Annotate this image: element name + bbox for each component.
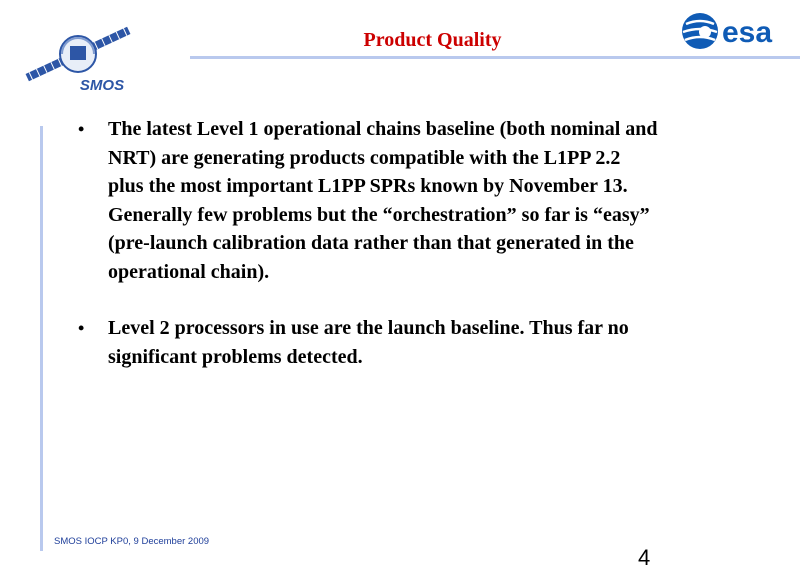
smos-logo — [18, 24, 138, 96]
bullet-item — [78, 314, 768, 371]
bullet-line: Level 2 processors in use are the launch baseline. Thus far no — [108, 317, 629, 339]
slide-title: Product Quality — [363, 29, 502, 51]
bullet-line: (pre-launch calibration data rather than that generated in the — [108, 232, 634, 254]
bullet-icon: • — [78, 119, 85, 139]
page-number: 4 — [638, 545, 651, 570]
bullet-line: Generally few problems but the “orchestration” so far is “easy” — [108, 203, 650, 226]
bullet-line: plus the most important L1PP SPRs known by November 13. — [108, 175, 628, 197]
bullet-icon: • — [78, 318, 85, 338]
bullet-line: significant problems detected. — [108, 345, 363, 368]
bullet-line: NRT) are generating products compatible with the L1PP 2.2 — [108, 146, 621, 169]
esa-logo — [680, 10, 790, 54]
bullet-item — [78, 115, 768, 286]
title-divider — [190, 56, 800, 59]
satellite-icon — [26, 27, 131, 82]
footer-text: SMOS IOCP KP0, 9 December 2009 — [54, 536, 210, 547]
side-divider — [40, 126, 43, 551]
esa-logo-text: esa — [722, 16, 773, 49]
bullet-line: operational chain). — [108, 260, 270, 283]
esa-globe-icon — [682, 13, 718, 49]
bullet-list — [78, 115, 768, 371]
bullet-line: The latest Level 1 operational chains baseline (both nominal and — [108, 118, 658, 140]
smos-logo-text: SMOS — [79, 77, 125, 94]
